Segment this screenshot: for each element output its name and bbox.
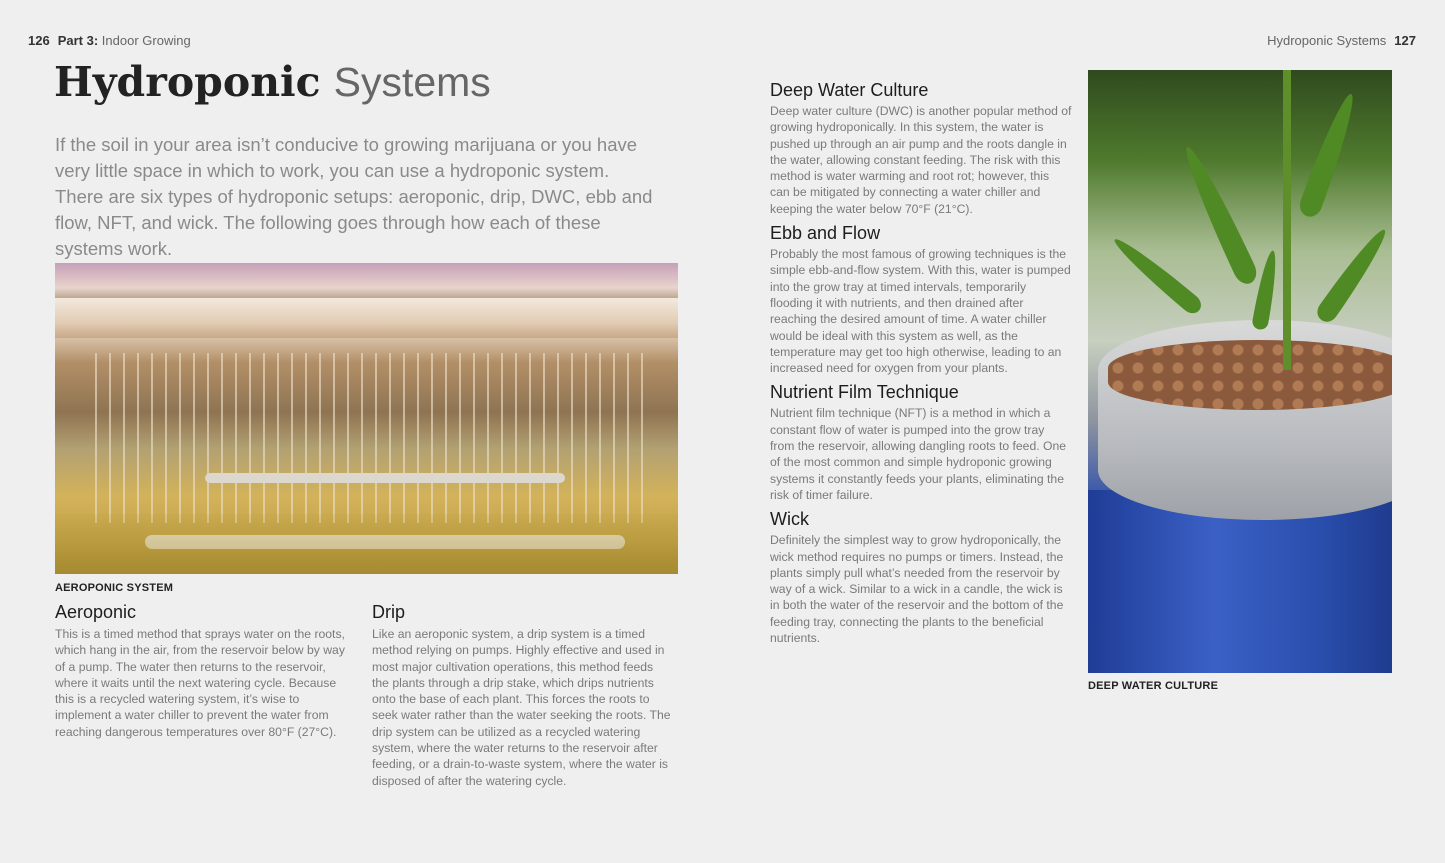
page-title-light: Systems (333, 59, 491, 105)
wick-section (770, 509, 1072, 646)
reservoir-water (55, 514, 678, 574)
aeroponic-caption: AEROPONIC SYSTEM (55, 582, 174, 594)
intro-paragraph: If the soil in your area isn’t conducive to growing marijuana or you have very little space in which to work, you can use a hydroponic system. There are six types of hydroponic setups: aeroponic, drip, DWC, ebb and flow, NFT, and wick. The following goes through how each of these systems work. (55, 134, 653, 259)
wick-heading: Wick (770, 509, 809, 530)
aeroponic-section (55, 602, 358, 740)
drip-heading: Drip (372, 602, 406, 622)
part-label: Part 3: (57, 33, 99, 48)
left-page-number: 126 (28, 33, 50, 48)
aeroponic-heading: Aeroponic (55, 602, 137, 622)
ebb-flow-body: Probably the most famous of growing techniques is the simple ebb-and-flow system. With this, water is pumped into the grow tray at timed intervals, temporarily flooding it with nutrients, and then drained after reaching the desired amount of time. A water chiller would be ideal with this system as well, as the temperature may get too high otherwise, leading to an increased need for oxygen from your plants. (770, 247, 1071, 376)
dwc-heading: Deep Water Culture (770, 80, 929, 100)
dwc-section (770, 80, 1072, 217)
right-page-number: 127 (1394, 33, 1416, 48)
hanging-roots (95, 353, 655, 523)
aeroponic-body: This is a timed method that sprays water on the roots, which hang in the air, from the reservoir below by way of a pump. The water then returns to the reservoir, where it waits until the next watering cycle. Because this is a recycled watering system, it’s wise to implement a water chiller to prevent the water from reaching dangerous temperatures over 80°F (27°C). (55, 627, 345, 739)
aeroponic-system-photo (55, 263, 678, 574)
part-title: Indoor Growing (101, 33, 191, 48)
leaf-icon (1251, 249, 1281, 331)
dwc-caption: DEEP WATER CULTURE (1088, 680, 1219, 692)
leaf-icon (1177, 142, 1260, 287)
left-running-header (28, 33, 191, 48)
nft-section (770, 382, 1072, 503)
ebb-flow-heading: Ebb and Flow (770, 223, 881, 244)
nft-body: Nutrient film technique (NFT) is a method in which a constant flow of water is pumped into the grow tray from the reservoir, allowing dangling roots to feed. One of the most common and simple hydroponic growing systems it constantly feeds your plants, eliminating the risk of timer failure. (770, 406, 1067, 502)
dwc-body: Deep water culture (DWC) is another popular method of growing hydroponically. In this system, the water is pushed up through an air pump and the roots dangle in the water, allowing constant feeding. The risk with this method is water warming and root rot; however, this can be mitigated by connecting a water chiller and keeping the water below 70°F (21°C). (770, 104, 1072, 216)
section-running-title: Hydroponic Systems (1267, 33, 1387, 48)
tray-rim (55, 298, 678, 338)
leaf-icon (1109, 233, 1205, 317)
plant-stem (1283, 70, 1291, 370)
nft-heading: Nutrient Film Technique (770, 382, 959, 403)
wick-body: Definitely the simplest way to grow hydroponically, the wick method requires no pumps or timers. Instead, the plants simply pull what’s needed from the reservoir by way of a wick. Similar to a wick in a candle, the wick is in both the water of the reservoir and the bottom of the feeding tray, connecting the plants to the beneficial nutrients. (770, 533, 1064, 646)
page-title (54, 60, 491, 105)
back-pipe (205, 473, 565, 483)
clay-pebbles (1108, 340, 1392, 410)
leaf-icon (1296, 90, 1361, 220)
drip-body: Like an aeroponic system, a drip system is a timed method relying on pumps. Highly effective and used in most major cultivation operations, this method feeds the plants through a drip stake, which drips nutrients onto the base of each plant. This forces the roots to seek water rather than the water seeking the roots. The drip system can be utilized as a recycled watering system, where the water returns to the reservoir after feeding, or a drain-to-waste system, where the water is disposed of after the watering cycle. (372, 627, 671, 788)
drip-section (372, 602, 672, 789)
ebb-flow-section (770, 223, 1072, 376)
page-title-bold: Hydroponic (54, 58, 321, 106)
leaf-icon (1313, 224, 1392, 326)
right-running-header (1267, 33, 1416, 48)
right-text-column (770, 80, 1072, 652)
deep-water-culture-photo (1088, 70, 1392, 673)
